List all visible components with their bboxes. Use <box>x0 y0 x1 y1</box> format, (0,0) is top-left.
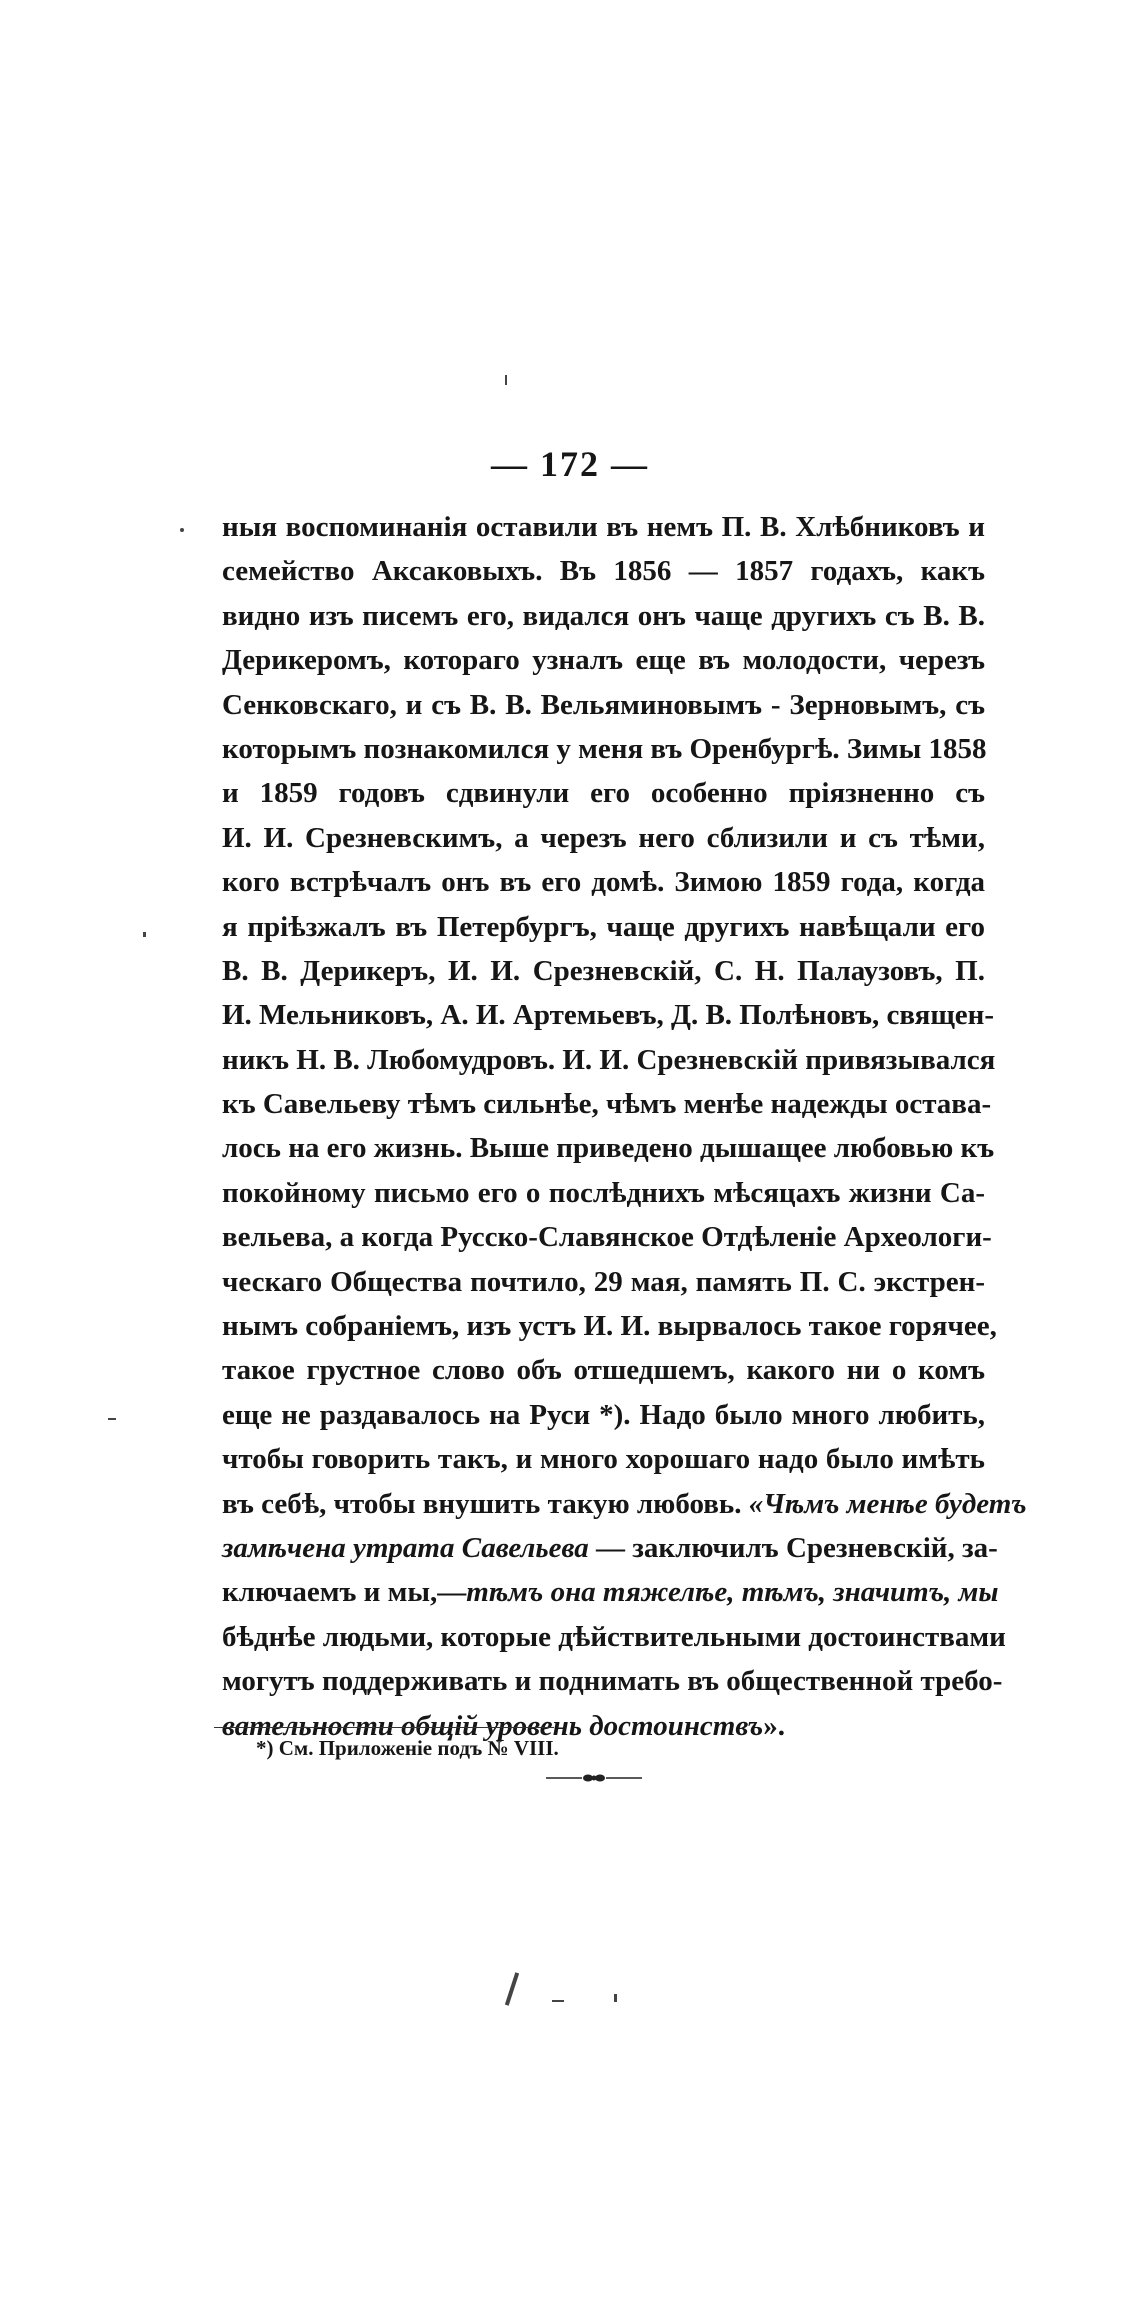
scan-mark <box>505 1972 519 2006</box>
text-line-mixed <box>222 1526 998 1570</box>
end-ornament-icon <box>544 1771 644 1785</box>
text-plain: ключаемъ и мы,— <box>222 1576 467 1609</box>
text-line: кого встрѣчалъ онъ въ его домѣ. Зимою 1859 года, когда <box>222 866 985 899</box>
quote-italic: вательности общій уровень достоинствъ <box>222 1709 764 1742</box>
scan-mark <box>505 375 507 385</box>
text-line: Дерикеромъ, котораго узналъ еще въ молодости, черезъ <box>222 644 985 677</box>
text-line: семейство Аксаковыхъ. Въ 1856 — 1857 годахъ, какъ <box>222 555 985 588</box>
text-line: еще не раздавалось на Руси *). Надо было много любить, <box>222 1398 985 1431</box>
text-line: къ Савельеву тѣмъ сильнѣе, чѣмъ менѣе надежды остава- <box>222 1088 992 1121</box>
scan-mark <box>108 1418 116 1420</box>
page-number: — 172 — <box>491 444 649 484</box>
text-line-mixed <box>222 1570 999 1614</box>
scan-mark <box>552 2000 564 2002</box>
quote-italic: тѣмъ она тяжелѣе, тѣмъ, значитъ, мы <box>466 1576 999 1609</box>
scan-mark <box>614 1994 617 2002</box>
scan-mark <box>180 528 184 532</box>
text-line: чтобы говорить такъ, и много хорошаго надо было имѣть <box>222 1443 985 1476</box>
text-line: которымъ познакомился у меня въ Оренбургѣ. Зимы 1858 <box>222 732 987 765</box>
text-plain: въ себѣ, чтобы внушить такую любовь. <box>222 1487 742 1520</box>
text-line: ныя воспоминанія оставили въ немъ П. В. Хлѣбниковъ и <box>222 511 985 543</box>
text-line: лось на его жизнь. Выше приведено дышащее любовью къ <box>222 1132 995 1165</box>
quote-italic: «Чѣмъ менѣе будетъ <box>748 1487 1027 1520</box>
text-line: вельева, а когда Русско-Славянское Отдѣленіе Археологи- <box>222 1221 992 1254</box>
footnote-divider <box>214 1727 554 1728</box>
text-line: никъ Н. В. Любомудровъ. И. И. Срезневскій привязывался <box>222 1043 996 1076</box>
text-line: В. В. Дерикеръ, И. И. Срезневскій, С. Н. Палаузовъ, П. <box>222 954 985 987</box>
text-line: нымъ собраніемъ, изъ устъ И. И. вырвалось такое горячее, <box>222 1310 997 1343</box>
text-line: И. И. Срезневскимъ, а черезъ него сблизили и съ тѣми, <box>222 821 985 854</box>
text-line-mixed <box>222 1482 1027 1526</box>
footnote: *) См. Приложеніе подъ № VIII. <box>256 1736 559 1760</box>
text-line: видно изъ писемъ его, видался онъ чаще другихъ съ В. В. <box>222 599 985 632</box>
text-plain: — заключилъ Срезневскій, за- <box>596 1531 998 1564</box>
quote-line: могутъ поддерживать и поднимать въ общественной требо- <box>222 1665 1003 1698</box>
text-line: ческаго Общества почтило, 29 мая, память П. С. экстрен- <box>222 1265 985 1298</box>
text-line: и 1859 годовъ сдвинули его особенно пріязненно съ <box>222 777 985 810</box>
text-line: И. Мельниковъ, А. И. Артемьевъ, Д. В. Полѣновъ, священ- <box>222 999 995 1032</box>
scan-mark <box>143 932 146 937</box>
text-line: Сенковскаго, и съ В. В. Вельяминовымъ - Зерновымъ, съ <box>222 688 985 721</box>
text-line: я пріѣзжалъ въ Петербургъ, чаще другихъ навѣщали его <box>222 910 985 943</box>
body-text <box>222 505 1027 1748</box>
text-plain: ». <box>763 1709 785 1742</box>
quote-italic: замѣчена утрата Савельева <box>222 1531 589 1564</box>
quote-line: бѣднѣе людьми, которые дѣйствительными достоинствами <box>222 1620 1006 1653</box>
text-line: такое грустное слово объ отшедшемъ, какого ни о комъ <box>222 1354 985 1387</box>
text-line: покойному письмо его о послѣднихъ мѣсяцахъ жизни Са- <box>222 1176 985 1209</box>
